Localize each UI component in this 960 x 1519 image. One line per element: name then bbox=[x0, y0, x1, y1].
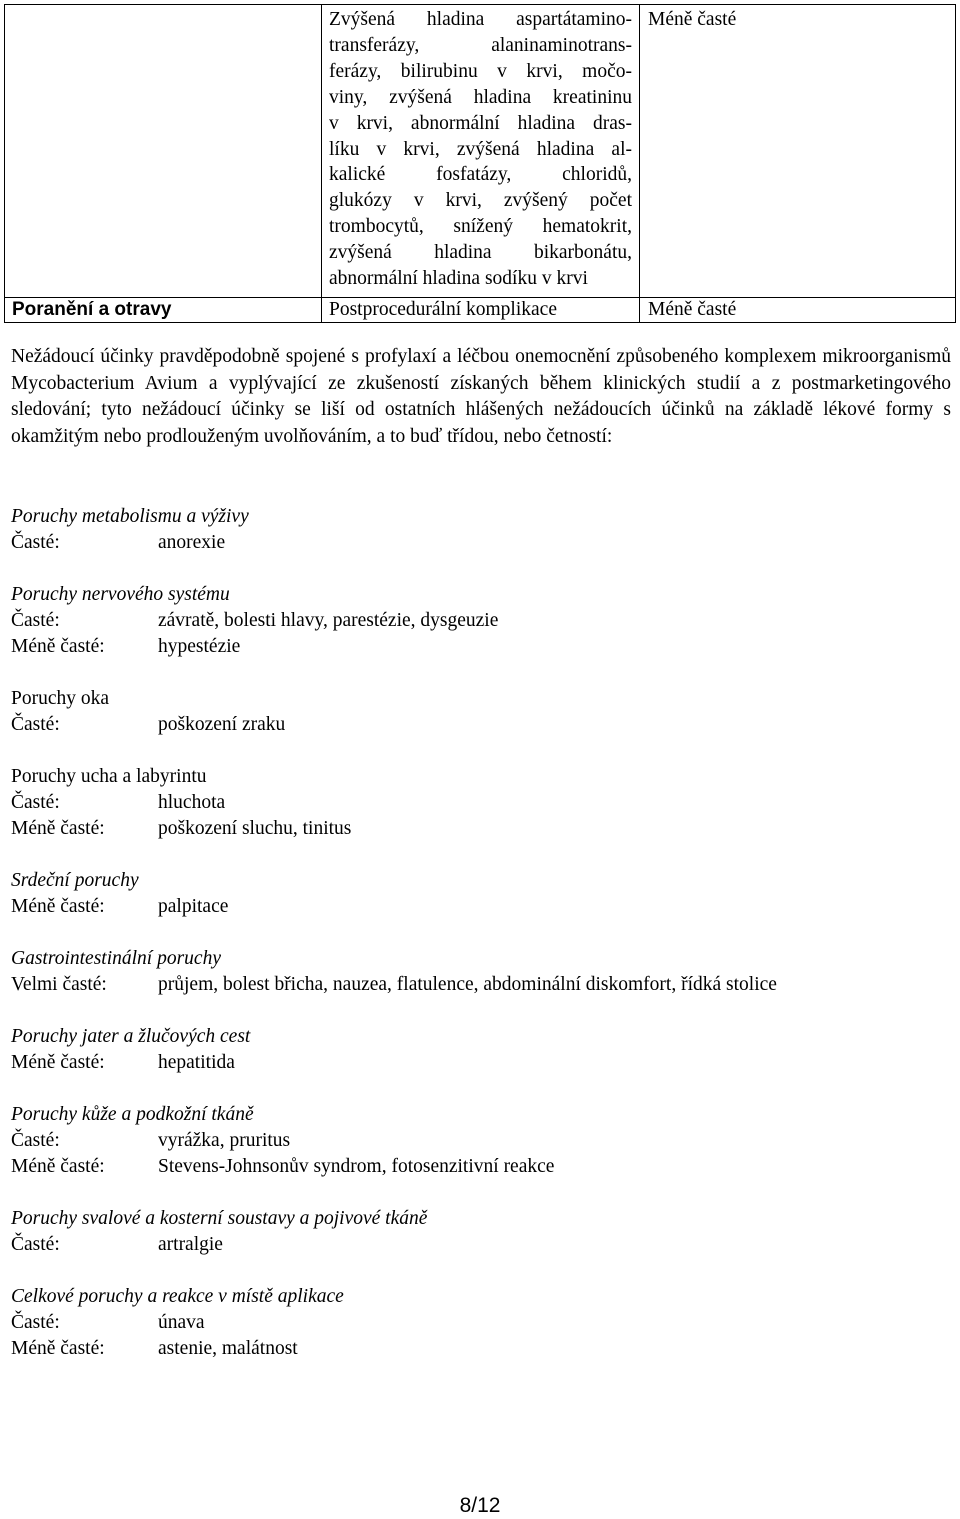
param-line: ferázy, bilirubinu v krvi, močo- bbox=[329, 60, 632, 82]
param-line: kalické fosfatázy, chloridů, bbox=[329, 164, 632, 186]
frequency-row bbox=[11, 634, 951, 660]
table-row bbox=[5, 298, 956, 323]
frequency-label: Méně časté: bbox=[11, 818, 105, 839]
reaction-cell: Postprocedurální komplikace bbox=[322, 298, 640, 323]
frequency-row bbox=[11, 1050, 951, 1076]
frequency-row bbox=[11, 1336, 951, 1362]
section-title: Poruchy svalové a kosterní soustavy a pojivové tkáně bbox=[11, 1208, 428, 1229]
frequency-label: Časté: bbox=[11, 1312, 60, 1333]
frequency-row bbox=[11, 1128, 951, 1154]
section-title: Poruchy kůže a podkožní tkáně bbox=[11, 1104, 254, 1125]
frequency-label: Méně časté: bbox=[11, 1338, 105, 1359]
param-line: glukózy v krvi, zvýšený počet bbox=[329, 190, 632, 212]
frequency-label: Časté: bbox=[11, 532, 60, 553]
soc-section bbox=[11, 946, 951, 998]
frequency-label: Časté: bbox=[11, 610, 60, 631]
frequency-label: Časté: bbox=[11, 1234, 60, 1255]
param-line: trombocytů, snížený hematokrit, bbox=[329, 216, 632, 238]
frequency-label: Časté: bbox=[11, 792, 60, 813]
param-line: viny, zvýšená hladina kreatininu bbox=[329, 86, 632, 108]
soc-section bbox=[11, 582, 951, 660]
frequency-row bbox=[11, 530, 951, 556]
frequency-label: Méně časté: bbox=[11, 1052, 105, 1073]
frequency-label: Méně časté: bbox=[11, 1156, 105, 1177]
frequency-row bbox=[11, 608, 951, 634]
reaction-text: palpitace bbox=[158, 896, 229, 917]
page-number: 8/12 bbox=[459, 1494, 501, 1517]
section-title: Celkové poruchy a reakce v místě aplikace bbox=[11, 1286, 344, 1307]
reaction-text: únava bbox=[158, 1312, 205, 1333]
param-line: líku v krvi, zvýšená hladina al- bbox=[329, 138, 632, 160]
param-line: Zvýšená hladina aspartátamino- bbox=[329, 9, 632, 30]
soc-section bbox=[11, 686, 951, 738]
frequency-label: Méně časté: bbox=[11, 636, 105, 657]
soc-cell: Poranění a otravy bbox=[5, 298, 322, 323]
reaction-text: závratě, bolesti hlavy, parestézie, dysgeuzie bbox=[158, 610, 499, 631]
param-line: zvýšená hladina bikarbonátu, bbox=[329, 242, 632, 264]
table-row bbox=[5, 5, 956, 298]
reaction-text: vyrážka, pruritus bbox=[158, 1130, 291, 1151]
frequency-row bbox=[11, 1310, 951, 1336]
frequency-row bbox=[11, 1232, 951, 1258]
frequency-cell: Méně časté bbox=[640, 298, 956, 323]
frequency-cell: Méně časté bbox=[640, 5, 956, 298]
reaction-text: hypestézie bbox=[158, 636, 241, 657]
frequency-row bbox=[11, 894, 951, 920]
param-line: v krvi, abnormální hladina dras- bbox=[329, 112, 632, 134]
soc-section bbox=[11, 1284, 951, 1362]
lab-parameters-cell bbox=[322, 5, 640, 298]
section-title: Poruchy metabolismu a výživy bbox=[11, 506, 249, 527]
reaction-text: anorexie bbox=[158, 532, 226, 553]
reaction-text: poškození zraku bbox=[158, 714, 286, 735]
reaction-text: artralgie bbox=[158, 1234, 223, 1255]
section-title: Poruchy oka bbox=[11, 688, 110, 709]
section-title: Poruchy nervového systému bbox=[11, 584, 230, 605]
reaction-text: hepatitida bbox=[158, 1052, 235, 1073]
frequency-label: Časté: bbox=[11, 1130, 60, 1151]
param-line: transferázy, alaninaminotrans- bbox=[329, 34, 632, 56]
soc-section bbox=[11, 1206, 951, 1258]
soc-cell-empty bbox=[5, 5, 322, 298]
adverse-reactions-table bbox=[4, 4, 956, 323]
adverse-reaction-sections bbox=[11, 504, 951, 1388]
reaction-text: astenie, malátnost bbox=[158, 1338, 298, 1359]
frequency-label: Velmi časté: bbox=[11, 974, 107, 995]
frequency-row bbox=[11, 816, 951, 842]
section-title: Poruchy jater a žlučových cest bbox=[11, 1026, 251, 1047]
soc-section bbox=[11, 1024, 951, 1076]
soc-section bbox=[11, 764, 951, 842]
intro-paragraph: Nežádoucí účinky pravděpodobně spojené s profylaxí a léčbou onemocnění způsobeného komplexem mikroorganismů Mycobacterium Avium a vyplývající ze zkušeností získaných během klinických studií a z postmarketingového sledování; tyto nežádoucí účinky se liší od ostatních hlášených nežádoucích účinků na základě lékové formy s okamžitým nebo prodlouženým uvolňováním, a to buď třídou, nebo četností: bbox=[11, 346, 951, 447]
frequency-row bbox=[11, 1154, 951, 1180]
section-title: Poruchy ucha a labyrintu bbox=[11, 766, 207, 787]
param-line: abnormální hladina sodíku v krvi bbox=[329, 268, 588, 290]
frequency-row bbox=[11, 972, 951, 998]
frequency-label: Méně časté: bbox=[11, 896, 105, 917]
section-title: Gastrointestinální poruchy bbox=[11, 948, 221, 969]
reaction-text: průjem, bolest břicha, nauzea, flatulence, abdominální diskomfort, řídká stolice bbox=[158, 974, 777, 995]
reaction-text: Stevens-Johnsonův syndrom, fotosenzitivní reakce bbox=[158, 1156, 555, 1177]
frequency-label: Časté: bbox=[11, 714, 60, 735]
reaction-text: hluchota bbox=[158, 792, 226, 813]
frequency-row bbox=[11, 712, 951, 738]
section-title: Srdeční poruchy bbox=[11, 870, 139, 891]
soc-section bbox=[11, 1102, 951, 1180]
reaction-text: poškození sluchu, tinitus bbox=[158, 818, 352, 839]
soc-section bbox=[11, 868, 951, 920]
frequency-row bbox=[11, 790, 951, 816]
soc-section bbox=[11, 504, 951, 556]
